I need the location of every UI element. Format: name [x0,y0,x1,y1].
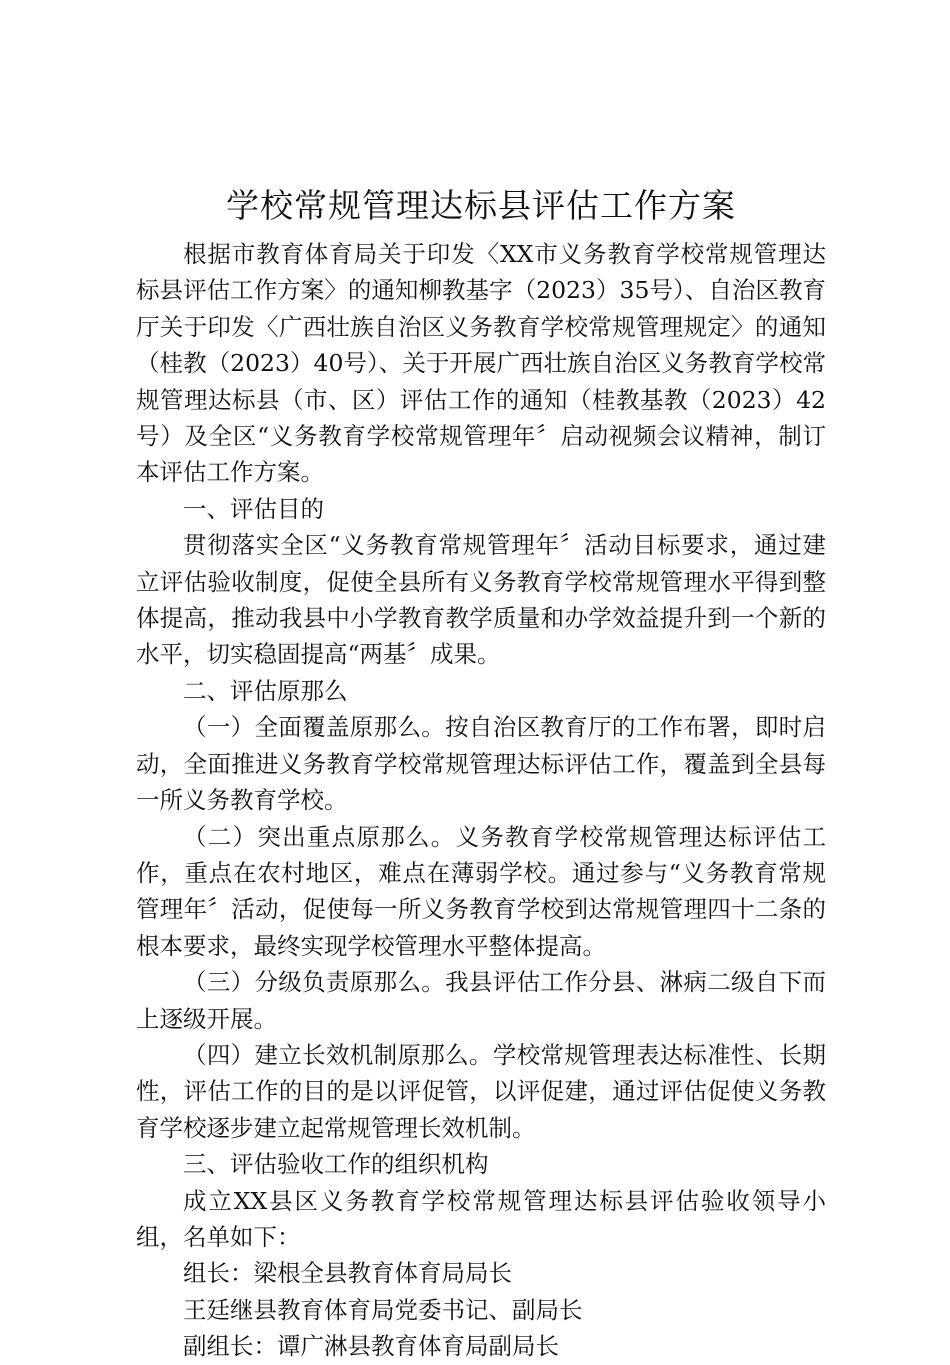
principle-1-paragraph: （一）全面覆盖原那么。按自治区教育厅的工作布署，即时启动，全面推进义务教育学校常规管理达标评估工作，覆盖到全县每一所义务教育学校。 [136,713,826,815]
deputy-leader-line: 副组长：谭广淋县教育体育局副局长 [183,1332,559,1361]
section-heading-organization: 三、评估验收工作的组织机构 [183,1150,489,1179]
section-heading-purpose: 一、评估目的 [183,494,324,523]
principle-3-paragraph: （三）分级负责原那么。我县评估工作分县、淋病二级自下而上逐级开展。 [136,968,826,1033]
document-page [136,180,826,1365]
principle-4-paragraph: （四）建立长效机制原那么。学校常规管理表达标准性、长期性，评估工作的目的是以评促管，以评促建，通过评估促使义务教育学校逐步建立起常规管理长效机制。 [136,1040,826,1142]
document-title: 学校常规管理达标县评估工作方案 [226,186,736,225]
principle-2-paragraph: （二）突出重点原那么。义务教育学校常规管理达标评估工作，重点在农村地区，难点在薄弱学校。通过参与“义务教育常规管理年〞活动，促使每一所义务教育学校到达常规管理四十二条的根本要求，最终实现学校管理水平整体提高。 [136,822,826,960]
section-heading-principles: 二、评估原那么 [183,676,348,705]
intro-paragraph: 根据市教育体育局关于印发〈XX市义务教育学校常规管理达标县评估工作方案〉的通知柳教基字（2023）35号）、自治区教育厅关于印发〈广西壮族自治区义务教育学校常规管理规定〉的通知（桂教（2023）40号）、关于开展广西壮族自治区义务教育学校常规管理达标县（市、区）评估工作的通知（桂教基教（2023）42号）及全区“义务教育学校常规管理年〞启动视频会议精神，制订本评估工作方案。 [136,240,826,487]
document-body [136,236,826,1365]
leader-line: 组长：梁根全县教育体育局局长 [183,1259,512,1288]
member-line: 王廷继县教育体育局党委书记、副局长 [183,1295,583,1324]
organization-paragraph: 成立XX县区义务教育学校常规管理达标县评估验收领导小组，名单如下： [136,1186,826,1251]
purpose-paragraph: 贯彻落实全区“义务教育常规管理年〞活动目标要求，通过建立评估验收制度，促使全县所有义务教育学校常规管理水平得到整体提高，推动我县中小学教育教学质量和办学效益提升到一个新的水平，切实稳固提高“两基〞成果。 [136,531,826,669]
